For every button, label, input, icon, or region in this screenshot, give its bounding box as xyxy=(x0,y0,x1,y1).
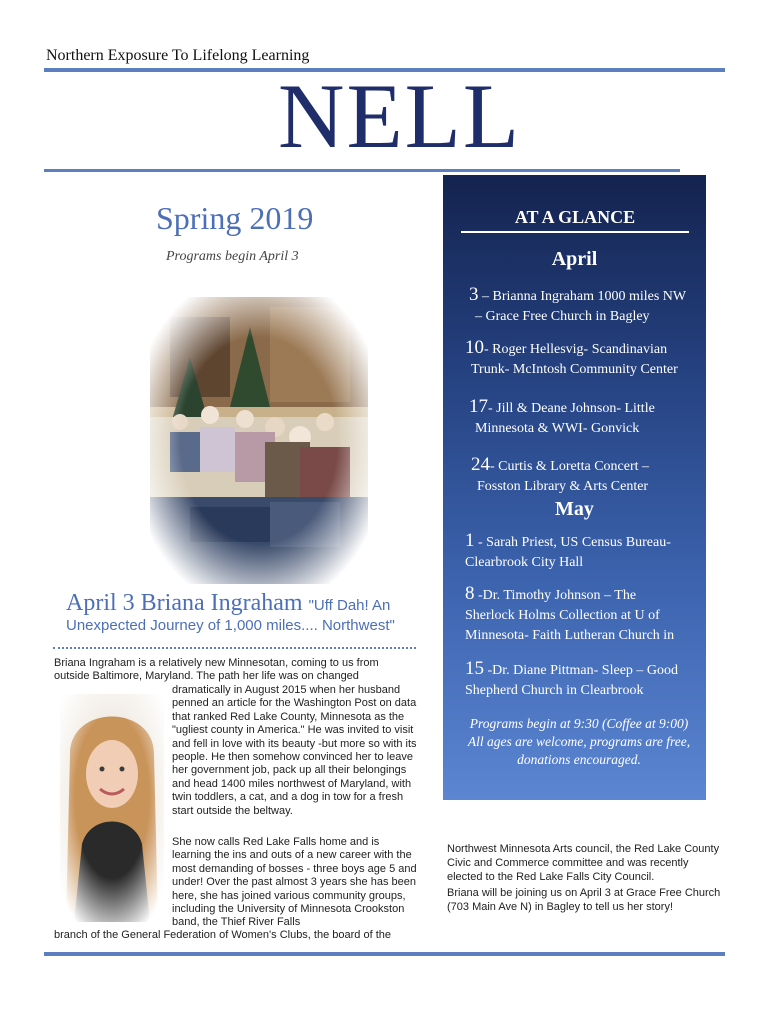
article-paragraph-second: She now calls Red Lake Falls home and is learning the ins and outs of a new career with the most demanding of bosses - three boys age 5 and under! Over the past almost 3 years she has been here, she has joined various community groups, including the University of Minnesota Crookston band, the Thief River Falls xyxy=(172,836,417,929)
article-paragraph-tail: branch of the General Federation of Women's Clubs, the board of the xyxy=(54,929,391,941)
glance-note xyxy=(463,715,695,769)
article-headline xyxy=(66,590,426,616)
month-may: May xyxy=(555,498,594,520)
month-april: April xyxy=(551,248,598,270)
article-paragraph-continued: dramatically in August 2015 when her husband penned an article for the Washington Post on data that ranked Red Lake County, Minnesota as the "ugliest county in America." He was invited to visit and fell in love with its beauty -but more so with its people. He then somehow convinced her to leave her government job, pack up all their belongings and head 1400 miles northwest of Maryland, with twin toddlers, a cat, and a dog in tow for a fresh start outside the beltway. xyxy=(172,684,417,817)
event-text: – Brianna Ingraham 1000 miles NW xyxy=(478,289,687,304)
bottom-rule xyxy=(44,952,725,956)
note-line-1: Programs begin at 9:30 (Coffee at 9:00) xyxy=(469,716,689,731)
event-text-line2: Shepherd Church in Clearbrook xyxy=(465,683,644,698)
event-day: 17 xyxy=(469,396,488,417)
article-continuation xyxy=(447,842,725,916)
event-april-3 xyxy=(469,285,686,327)
org-name: Northern Exposure To Lifelong Learning xyxy=(46,47,310,64)
article-paragraph-intro: Briana Ingraham is a relatively new Minnesotan, coming to us from outside Baltimore, Maryland. The path her life was on changed xyxy=(54,657,379,683)
event-may-8 xyxy=(465,584,674,646)
event-text: -Dr. Timothy Johnson – The xyxy=(474,588,637,603)
event-text: - Sarah Priest, US Census Bureau- xyxy=(474,535,671,550)
dotted-divider xyxy=(53,647,416,649)
masthead-title: NELL xyxy=(278,65,522,167)
event-text: - Curtis & Loretta Concert – xyxy=(490,459,650,474)
portrait-photo xyxy=(60,694,164,922)
event-may-1 xyxy=(465,531,671,573)
note-line-2: All ages are welcome, programs are free, xyxy=(467,734,691,749)
event-day: 10 xyxy=(465,337,484,358)
event-day: 15 xyxy=(465,658,484,679)
event-day: 3 xyxy=(469,284,479,305)
event-text: - Jill & Deane Johnson- Little xyxy=(488,401,655,416)
event-day: 1 xyxy=(465,530,475,551)
event-day: 24 xyxy=(471,454,490,475)
event-april-17 xyxy=(469,397,655,439)
event-text-line2: Sherlock Holms Collection at U of xyxy=(465,608,660,623)
event-day: 8 xyxy=(465,583,475,604)
programs-begin-text: Programs begin April 3 xyxy=(166,249,299,264)
event-may-15 xyxy=(465,659,678,701)
audience-photo xyxy=(150,297,368,584)
event-april-10 xyxy=(465,338,678,380)
event-text: -Dr. Diane Pittman- Sleep – Good xyxy=(484,663,679,678)
glance-title: AT A GLANCE xyxy=(461,207,689,233)
event-text-line2: Fosston Library & Arts Center xyxy=(477,479,649,494)
event-text-line2: Trunk- McIntosh Community Center xyxy=(471,362,678,377)
continuation-paragraph-1: Northwest Minnesota Arts council, the Red Lake County Civic and Commerce committee and was recently elected to the Red Lake Falls City Council. xyxy=(447,843,720,883)
note-line-3: donations encouraged. xyxy=(517,752,641,767)
season-title: Spring 2019 xyxy=(156,200,314,236)
at-a-glance-panel xyxy=(443,175,706,800)
article-title-quote: "Uff Dah! An xyxy=(308,597,391,614)
masthead-rule xyxy=(44,169,680,172)
event-april-24 xyxy=(471,455,649,497)
article-headline-name: April 3 Briana Ingraham xyxy=(66,590,303,616)
article-subtitle: Unexpected Journey of 1,000 miles.... Northwest" xyxy=(66,617,395,634)
event-text-line3: Minnesota- Faith Lutheran Church in xyxy=(465,628,675,643)
event-text-line2: Clearbrook City Hall xyxy=(465,555,584,570)
event-text: - Roger Hellesvig- Scandinavian xyxy=(484,342,668,357)
event-text-line2: – Grace Free Church in Bagley xyxy=(475,309,650,324)
event-text-line2: Minnesota & WWI- Gonvick xyxy=(475,421,640,436)
continuation-paragraph-2: Briana will be joining us on April 3 at Grace Free Church (703 Main Ave N) in Bagley to tell us her story! xyxy=(447,887,721,913)
